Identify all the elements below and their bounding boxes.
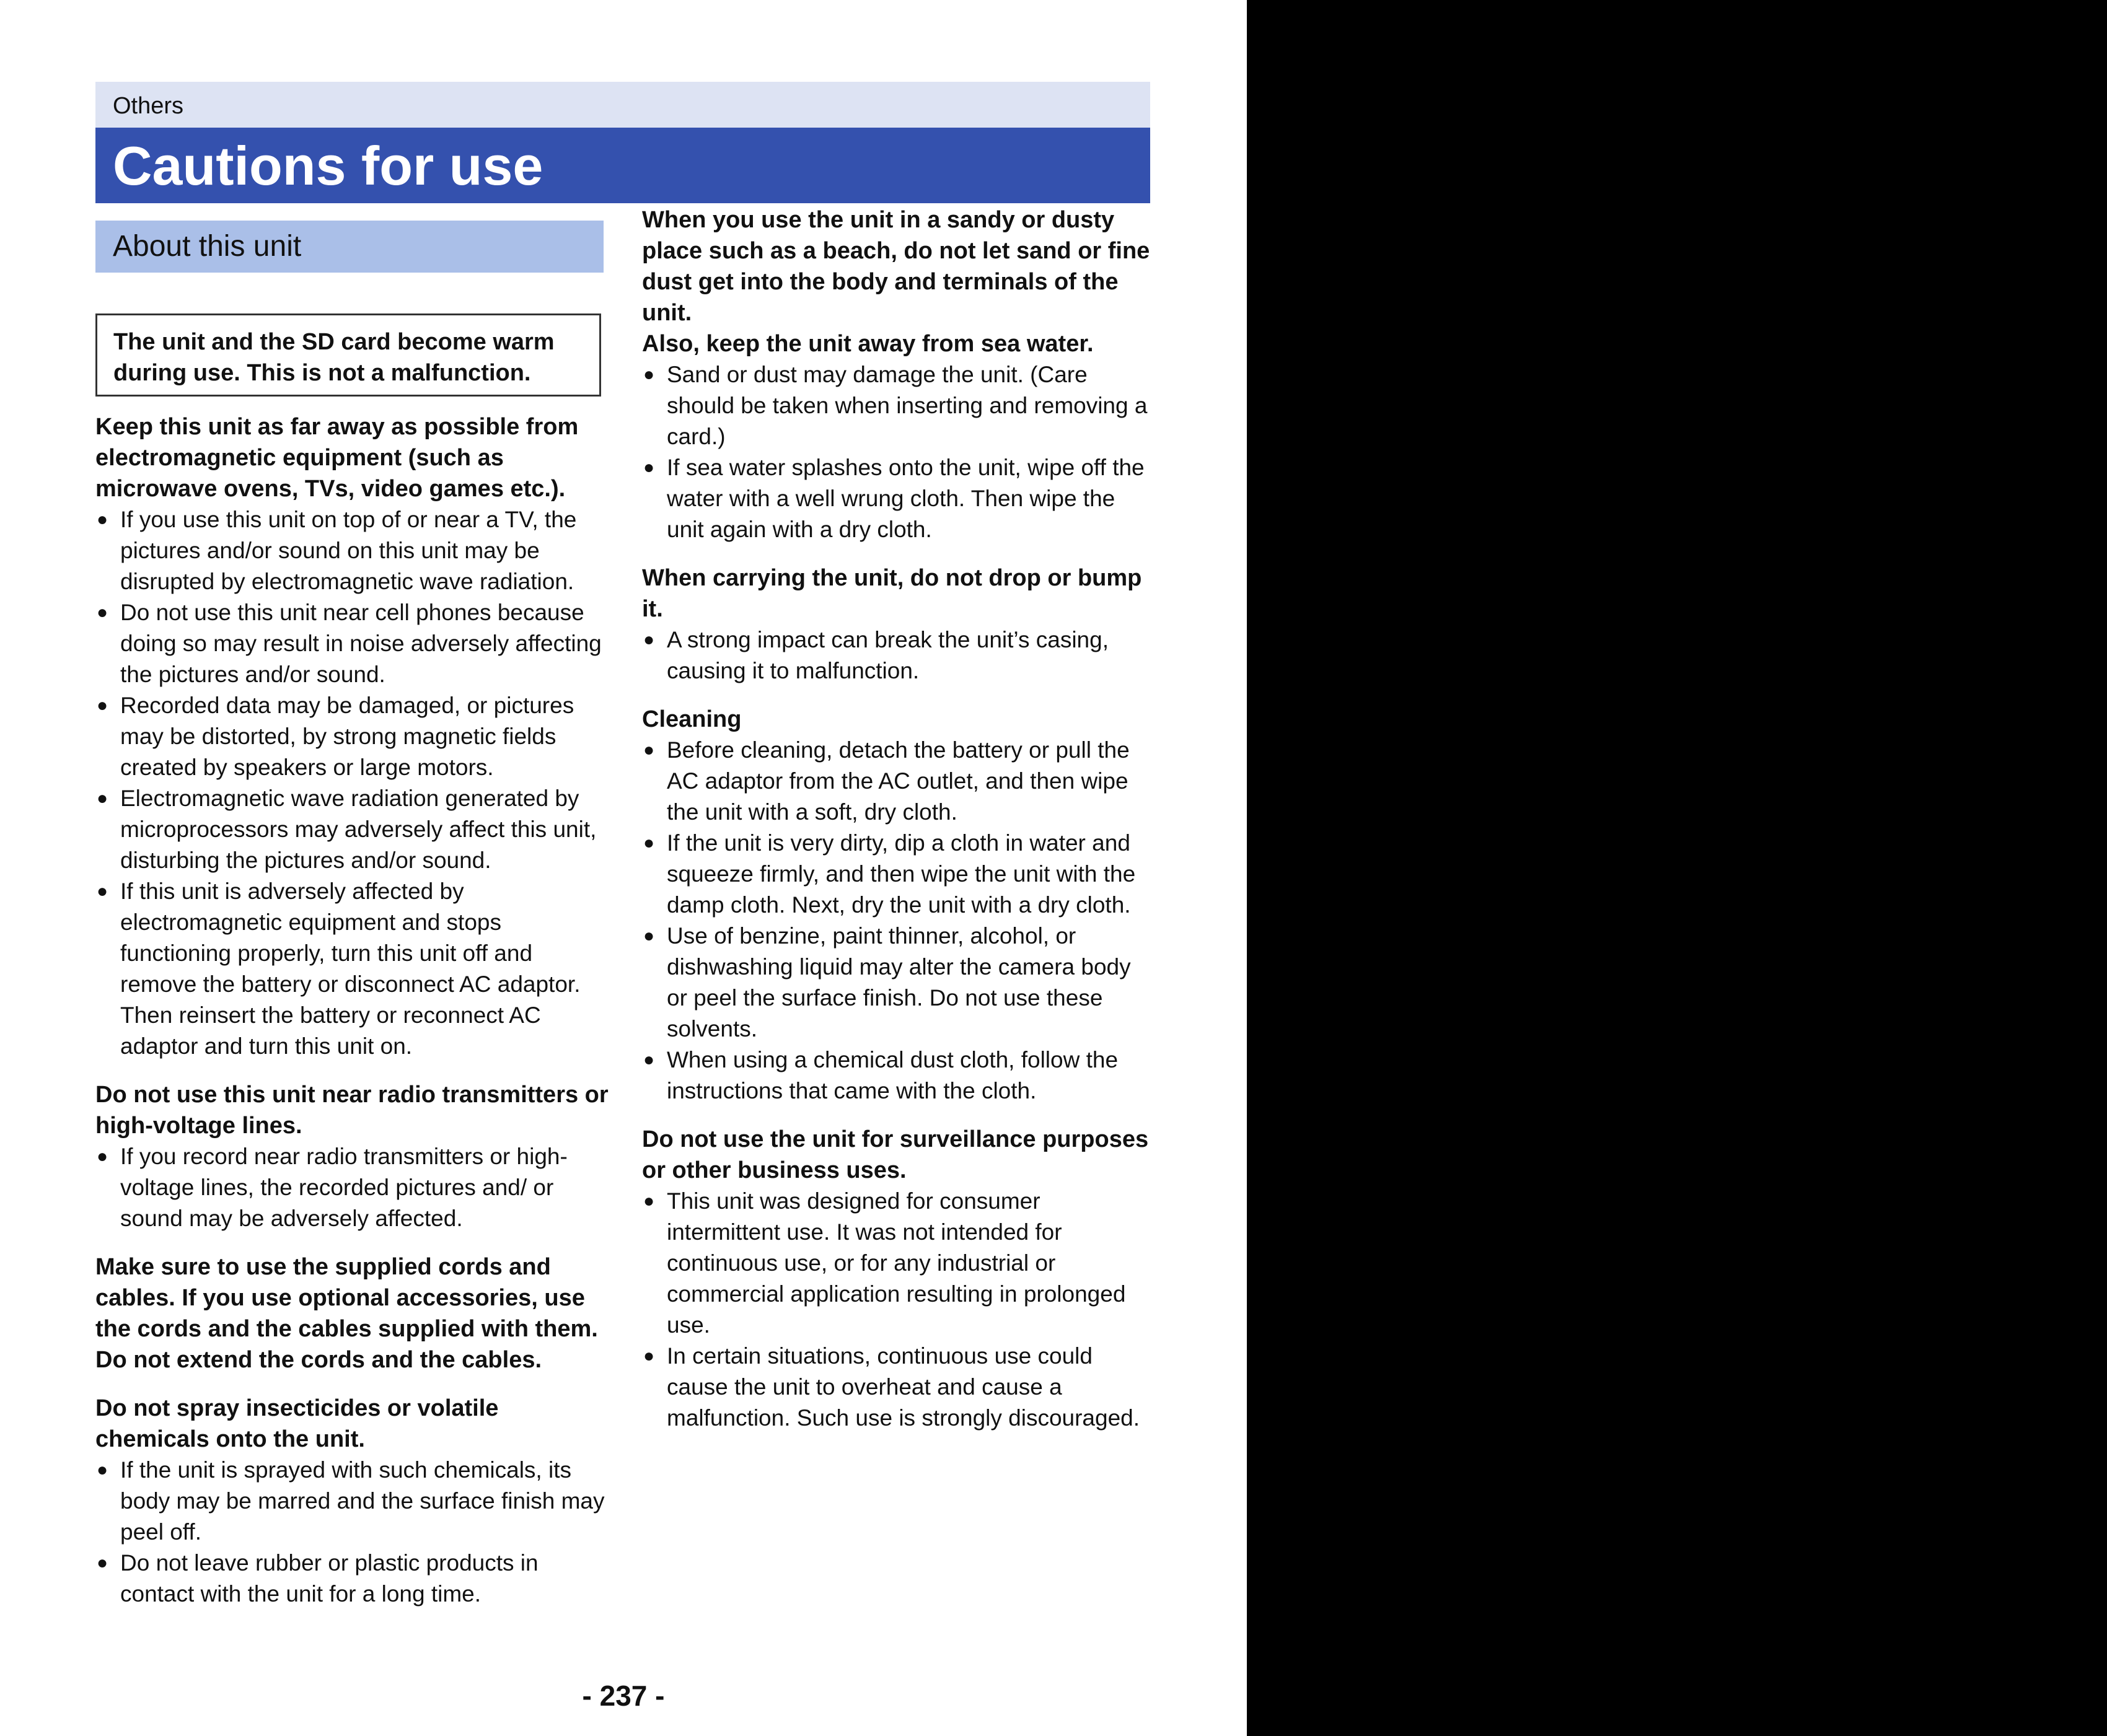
bullet-text: If sea water splashes onto the unit, wipe off the water with a well wrung cloth. Then wipe the unit again with a dry cloth. — [667, 455, 1145, 542]
bullet-text: Sand or dust may damage the unit. (Care should be taken when inserting and removing a card.) — [667, 362, 1148, 449]
bullet-list — [642, 625, 1156, 686]
bullet-item — [95, 1141, 610, 1234]
bullet-item — [642, 1341, 1156, 1434]
caution-heading: When you use the unit in a sandy or dusty place such as a beach, do not let sand or fine dust get into the body and terminals of the unit. — [642, 207, 1150, 326]
bullet-list — [95, 1455, 610, 1610]
bullet-icon: ● — [97, 881, 108, 901]
bullet-text: If you use this unit on top of or near a TV, the pictures and/or sound on this unit may be disrupted by electromagnetic wave radiation. — [120, 507, 577, 594]
caution-block — [95, 1393, 610, 1610]
section-heading-box — [95, 221, 604, 273]
bullet-list — [95, 1141, 610, 1234]
bullet-icon: ● — [97, 695, 108, 716]
bullet-icon: ● — [97, 1460, 108, 1480]
bullet-text: This unit was designed for consumer intermittent use. It was not intended for continuous use, or for any industrial or commercial application resulting in prolonged use. — [667, 1188, 1126, 1338]
bullet-text: Electromagnetic wave radiation generated by microprocessors may adversely affect this unit, disturbing the pictures and/or sound. — [120, 786, 597, 873]
bullet-text: Before cleaning, detach the battery or pull the AC adaptor from the AC outlet, and then wipe the unit with a soft, dry cloth. — [667, 737, 1130, 825]
bullet-item — [642, 735, 1156, 828]
bullet-item — [95, 1548, 610, 1610]
bullet-icon: ● — [643, 457, 655, 478]
bullet-item — [95, 1455, 610, 1548]
caution-block — [95, 1079, 610, 1234]
bullet-text: In certain situations, continuous use could cause the unit to overheat and cause a malfunction. Such use is strongly discouraged. — [667, 1343, 1140, 1431]
page-title: Cautions for use — [113, 135, 543, 196]
section-heading: About this unit — [113, 230, 302, 263]
caution-subheading: Do not extend the cords and the cables. — [95, 1347, 542, 1373]
bullet-icon: ● — [97, 1146, 108, 1167]
caution-block — [642, 563, 1156, 686]
bullet-text: When using a chemical dust cloth, follow the instructions that came with the cloth. — [667, 1047, 1119, 1103]
bullet-item — [95, 597, 610, 690]
caution-block — [95, 1252, 610, 1375]
bullet-text: Do not leave rubber or plastic products in contact with the unit for a long time. — [120, 1550, 539, 1607]
bullet-text: Use of benzine, paint thinner, alcohol, or dishwashing liquid may alter the camera body or peel the surface finish. Do not use these solvents. — [667, 923, 1131, 1041]
bullet-list — [642, 359, 1156, 545]
bullet-item — [642, 359, 1156, 452]
bullet-item — [642, 921, 1156, 1045]
bullet-icon: ● — [643, 1191, 655, 1211]
bullet-icon: ● — [643, 740, 655, 760]
bullet-item — [642, 1186, 1156, 1341]
bullet-list — [642, 735, 1156, 1107]
caution-heading: Do not use this unit near radio transmitters or high-voltage lines. — [95, 1082, 609, 1139]
bullet-text: Do not use this unit near cell phones because doing so may result in noise adversely affecting the pictures and/or sound. — [120, 600, 602, 687]
bullet-text: If the unit is very dirty, dip a cloth in water and squeeze firmly, and then wipe the unit with the damp cloth. Next, dry the unit with a dry cloth. — [667, 830, 1136, 918]
caution-heading: Make sure to use the supplied cords and cables. If you use optional accessories, use the cords and the cables supplied with them. — [95, 1254, 598, 1342]
caution-block — [95, 411, 610, 1062]
bullet-item — [642, 828, 1156, 921]
caution-heading: When carrying the unit, do not drop or bump it. — [642, 565, 1142, 622]
bullet-text: If this unit is adversely affected by electromagnetic equipment and stops functioning properly, turn this unit off and remove the battery or disconnect AC adaptor. Then reinsert the battery or reconnect AC adaptor and turn this unit on. — [120, 879, 581, 1059]
bullet-item — [642, 1045, 1156, 1107]
bullet-text: A strong impact can break the unit’s casing, causing it to malfunction. — [667, 627, 1109, 683]
bullet-icon: ● — [643, 926, 655, 946]
page-number: - 237 - — [582, 1680, 665, 1712]
bullet-item — [95, 876, 610, 1062]
bullet-list — [642, 1186, 1156, 1434]
category-label: Others — [113, 93, 184, 119]
category-bar — [95, 82, 1150, 128]
bullet-icon: ● — [97, 509, 108, 530]
caution-heading: Keep this unit as far away as possible from electromagnetic equipment (such as microwave ovens, TVs, video games etc.). — [95, 414, 579, 502]
bullet-item — [642, 452, 1156, 545]
left-column — [95, 411, 610, 1627]
right-column — [642, 204, 1156, 1451]
bullet-text: If you record near radio transmitters or high-voltage lines, the recorded pictures and/ or sound may be adversely affected. — [120, 1144, 568, 1231]
bullet-text: Recorded data may be damaged, or pictures may be distorted, by strong magnetic fields created by speakers or large motors. — [120, 693, 574, 780]
bullet-item — [95, 690, 610, 783]
caution-block — [642, 204, 1156, 545]
black-background-panel — [1247, 0, 2107, 1736]
caution-subheading: Also, keep the unit away from sea water. — [642, 331, 1094, 357]
title-bar — [95, 128, 1150, 203]
caution-block — [642, 1124, 1156, 1434]
bullet-icon: ● — [97, 602, 108, 623]
bullet-icon: ● — [643, 629, 655, 650]
caution-heading: Do not spray insecticides or volatile chemicals onto the unit. — [95, 1395, 499, 1452]
bullet-icon: ● — [97, 788, 108, 809]
notice-box: The unit and the SD card become warm during use. This is not a malfunction. — [95, 313, 601, 397]
bullet-icon: ● — [97, 1553, 108, 1573]
bullet-text: If the unit is sprayed with such chemicals, its body may be marred and the surface finish may peel off. — [120, 1457, 605, 1545]
bullet-item — [95, 504, 610, 597]
caution-heading: Cleaning — [642, 706, 742, 732]
bullet-icon: ● — [643, 1050, 655, 1070]
caution-block — [642, 704, 1156, 1107]
bullet-list — [95, 504, 610, 1062]
caution-heading: Do not use the unit for surveillance purposes or other business uses. — [642, 1126, 1149, 1183]
bullet-item — [95, 783, 610, 876]
bullet-icon: ● — [643, 364, 655, 385]
bullet-item — [642, 625, 1156, 686]
bullet-icon: ● — [643, 1346, 655, 1366]
bullet-icon: ● — [643, 833, 655, 853]
